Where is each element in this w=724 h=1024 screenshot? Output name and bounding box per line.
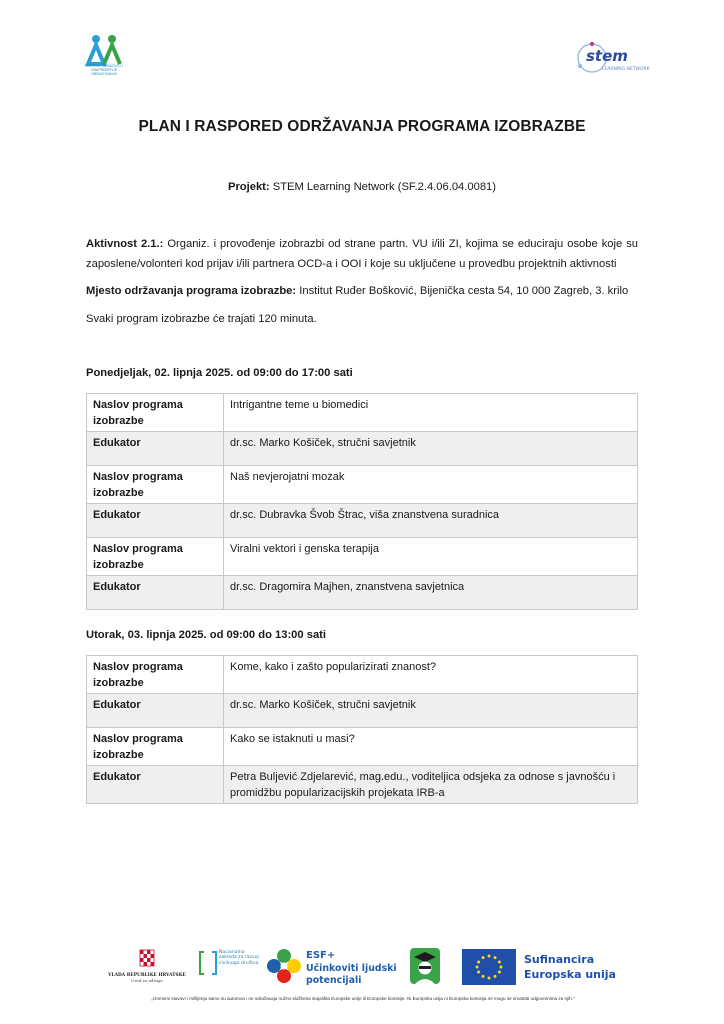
schedule-table <box>86 393 638 610</box>
educator-label: Edukator <box>87 694 224 728</box>
graduate-icon <box>410 948 440 984</box>
esf-line-2: Učinkoviti ljudski <box>306 963 397 974</box>
eu-line-1: Sufinancira <box>524 953 595 966</box>
footer-logos <box>108 944 628 994</box>
project-label: Projekt: <box>227 181 270 193</box>
educator-name: dr.sc. Marko Košiček, stručni savjetnik <box>224 694 638 728</box>
location-value: Institut Ruđer Bošković, Bijenička cesta 54, 10 000 Zagreb, 3. krilo <box>299 285 629 297</box>
institute-logo-text: INSTITUT ZA RAZVOJ I UNAPREĐENJE OBRAZOVANJA <box>85 64 123 76</box>
duration-line: Svaki program izobrazbe će trajati 120 minuta. <box>86 313 317 325</box>
educator-name: dr.sc. Marko Košiček, stručni savjetnik <box>224 432 638 466</box>
title-label: Naslov programa izobrazbe <box>87 466 224 504</box>
educator-label: Edukator <box>87 576 224 610</box>
educator-name: dr.sc. Dubravka Švob Štrac, viša znanstvena suradnica <box>224 504 638 538</box>
program-title: Intrigantne teme u biomedici <box>224 394 638 432</box>
croatia-coat-of-arms-icon <box>140 950 154 966</box>
table-row <box>87 466 638 504</box>
table-row <box>87 576 638 610</box>
location-line <box>86 281 646 301</box>
table-row <box>87 656 638 694</box>
gov-sub: Ured za udruge <box>131 978 163 983</box>
title-label: Naslov programa izobrazbe <box>87 656 224 694</box>
eu-flag-icon <box>462 949 516 985</box>
title-label: Naslov programa izobrazbe <box>87 538 224 576</box>
table-row <box>87 432 638 466</box>
table-row <box>87 728 638 766</box>
esf-title: ESF+ <box>306 950 336 961</box>
day-heading: Utorak, 03. lipnja 2025. od 09:00 do 13:00 sati <box>86 629 327 641</box>
project-value: STEM Learning Network (SF.2.4.06.04.0081) <box>272 181 496 193</box>
table-row <box>87 538 638 576</box>
esf-line-3: potencijali <box>306 975 362 986</box>
table-row <box>87 694 638 728</box>
educator-name: Petra Buljević Zdjelarević, mag.edu., voditeljica odsjeka za odnose s javnošću i promidžbu popularizacijskih projekata IRB-a <box>224 766 638 804</box>
esf-flower-icon <box>267 949 301 983</box>
educator-label: Edukator <box>87 766 224 804</box>
schedule-table <box>86 655 638 804</box>
table-row <box>87 766 638 804</box>
stem-logo-sub: LEARNING NETWORK <box>602 67 650 72</box>
day-heading: Ponedjeljak, 02. lipnja 2025. od 09:00 do 17:00 sati <box>86 367 353 379</box>
gov-name: VLADA REPUBLIKE HRVATSKE <box>108 973 186 978</box>
activity-paragraph <box>86 234 638 274</box>
project-line <box>0 177 724 197</box>
foundation-text: Nacionalna zaklada za razvoj civilnoga društva <box>219 950 259 966</box>
eu-line-2: Europska unija <box>524 968 616 981</box>
title-label: Naslov programa izobrazbe <box>87 728 224 766</box>
stem-logo-name: stem <box>586 47 628 65</box>
table-row <box>87 504 638 538</box>
eu-disclaimer: „Izneseni stavovi i mišljenja samo su autorova i ne odražavaju nužno službena stajališta Europske unije ili Europske komisije. Ni Europska unija ni Europska komisija ne mogu se smatrati odgovornima za njih." <box>151 996 575 1001</box>
table-row <box>87 394 638 432</box>
program-title: Naš nevjerojatni mozak <box>224 466 638 504</box>
document-title: PLAN I RASPORED ODRŽAVANJA PROGRAMA IZOBRAZBE <box>138 118 586 135</box>
educator-name: dr.sc. Dragomira Majhen, znanstvena savjetnica <box>224 576 638 610</box>
educator-label: Edukator <box>87 504 224 538</box>
activity-label: Aktivnost 2.1.: <box>86 238 164 250</box>
institute-logo <box>84 34 124 66</box>
activity-value: Organiz. i provođenje izobrazbi od strane partn. VU i/ili ZI, kojima se educiraju osobe koje su zaposlene/volonteri kod prijav i/ili partnera OCD-a i OOI i koje su uključene u provedbu projektnih aktivnosti <box>86 238 639 270</box>
program-title: Kome, kako i zašto popularizirati znanost? <box>224 656 638 694</box>
program-title: Kako se istaknuti u masi? <box>224 728 638 766</box>
title-label: Naslov programa izobrazbe <box>87 394 224 432</box>
stem-network-logo <box>574 38 650 78</box>
educator-label: Edukator <box>87 432 224 466</box>
program-title: Viralni vektori i genska terapija <box>224 538 638 576</box>
location-label: Mjesto održavanja programa izobrazbe: <box>86 285 297 297</box>
